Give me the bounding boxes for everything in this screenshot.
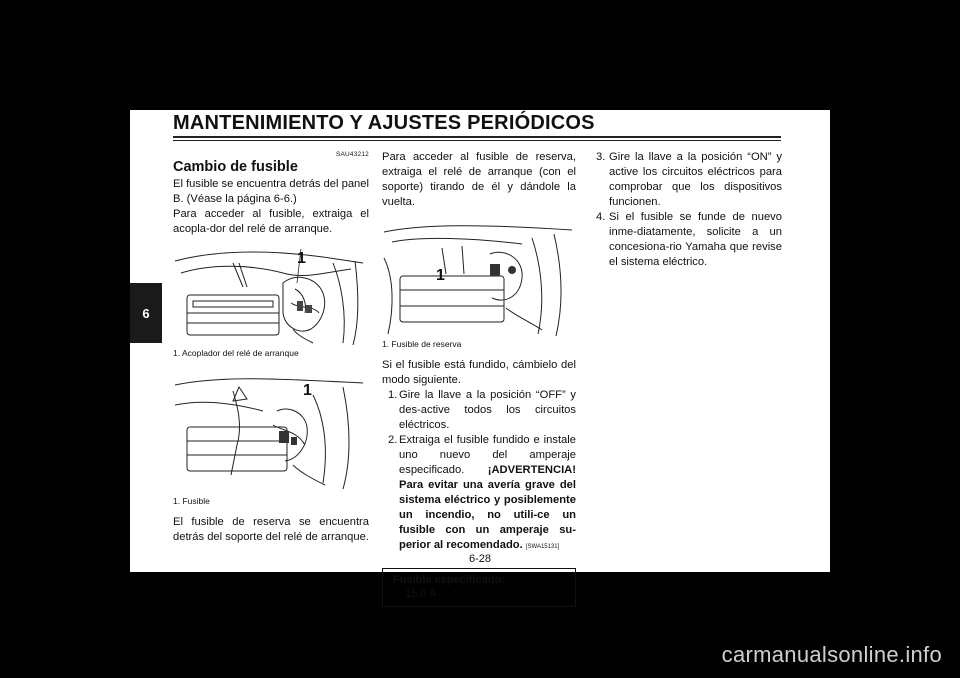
column-1 (173, 150, 369, 545)
step-number: 3. (596, 151, 606, 163)
list-item (382, 388, 576, 433)
paragraph: Para acceder al fusible de reserva, extraiga el relé de arranque (con el soporte) tirando de él y dándole la vuelta. (382, 151, 576, 208)
step-text: Extraiga el fusible fundido e instale uno nuevo del amperaje especificado. (399, 434, 576, 476)
section-heading: Cambio de fusible (173, 159, 298, 175)
figure-illustration (173, 243, 369, 347)
list-item (382, 433, 576, 555)
figure-spare-fuse (382, 218, 576, 350)
figure-callout: 1 (303, 382, 312, 399)
title-rule (173, 136, 781, 138)
spec-box (382, 568, 576, 607)
paragraph: El fusible de reserva se encuentra detrás del soporte del relé de arranque. (173, 516, 369, 543)
page-title: MANTENIMIENTO Y AJUSTES PERIÓDICOS (173, 112, 595, 134)
figure-illustration (382, 218, 576, 338)
figure-callout: 1 (436, 267, 445, 284)
spec-title: Fusible especificado: (393, 574, 505, 586)
step-text: Gire la llave a la posición “ON” y active los circuitos eléctricos para comprobar que los dispositivos funcionen. (609, 151, 782, 208)
warning-text: ¡ADVERTENCIA! Para evitar una avería grave del sistema eléctrico y posiblemente un incendio, no utili-ce un fusible con un amperaje su-perior al recomendado. (399, 464, 576, 551)
paragraph: Para acceder al fusible, extraiga el acopla-dor del relé de arranque. (173, 208, 369, 235)
step-text: Gire la llave a la posición “OFF” y des-active todos los circuitos eléctricos. (399, 389, 576, 431)
figure-caption: 1. Fusible (173, 496, 210, 506)
step-number: 1. (388, 389, 398, 401)
step-text: Si el fusible se funde de nuevo inme-diatamente, solicite a un concesiona-rio Yamaha que revise el sistema eléctrico. (609, 211, 782, 268)
section-code: SAU43212 (335, 151, 369, 158)
figure-illustration (173, 365, 369, 495)
chapter-tab: 6 (130, 283, 162, 343)
step-number: 4. (596, 211, 606, 223)
paragraph: Si el fusible está fundido, cámbielo del modo siguiente. (382, 359, 576, 386)
figure-callout: 1 (297, 250, 306, 267)
list-item (596, 150, 782, 210)
figure-caption: 1. Fusible de reserva (382, 339, 462, 349)
page-number: 6-28 (468, 553, 492, 565)
list-item (596, 210, 782, 270)
figure-fuse (173, 365, 369, 507)
spec-value: 15.0 A (405, 588, 437, 600)
figure-starter-relay-coupler (173, 243, 369, 359)
steps-list (596, 150, 782, 270)
paragraph: El fusible se encuentra detrás del panel B. (Véase la página 6-6.) (173, 178, 369, 205)
step-number: 2. (388, 434, 398, 446)
column-3 (596, 150, 782, 270)
figure-caption: 1. Acoplador del relé de arranque (173, 348, 299, 358)
steps-list (382, 388, 576, 555)
title-rule-thin (173, 140, 781, 141)
watermark: carmanualsonline.info (721, 642, 942, 667)
column-2 (382, 150, 576, 607)
warning-code: [SWA15131] (525, 544, 560, 550)
